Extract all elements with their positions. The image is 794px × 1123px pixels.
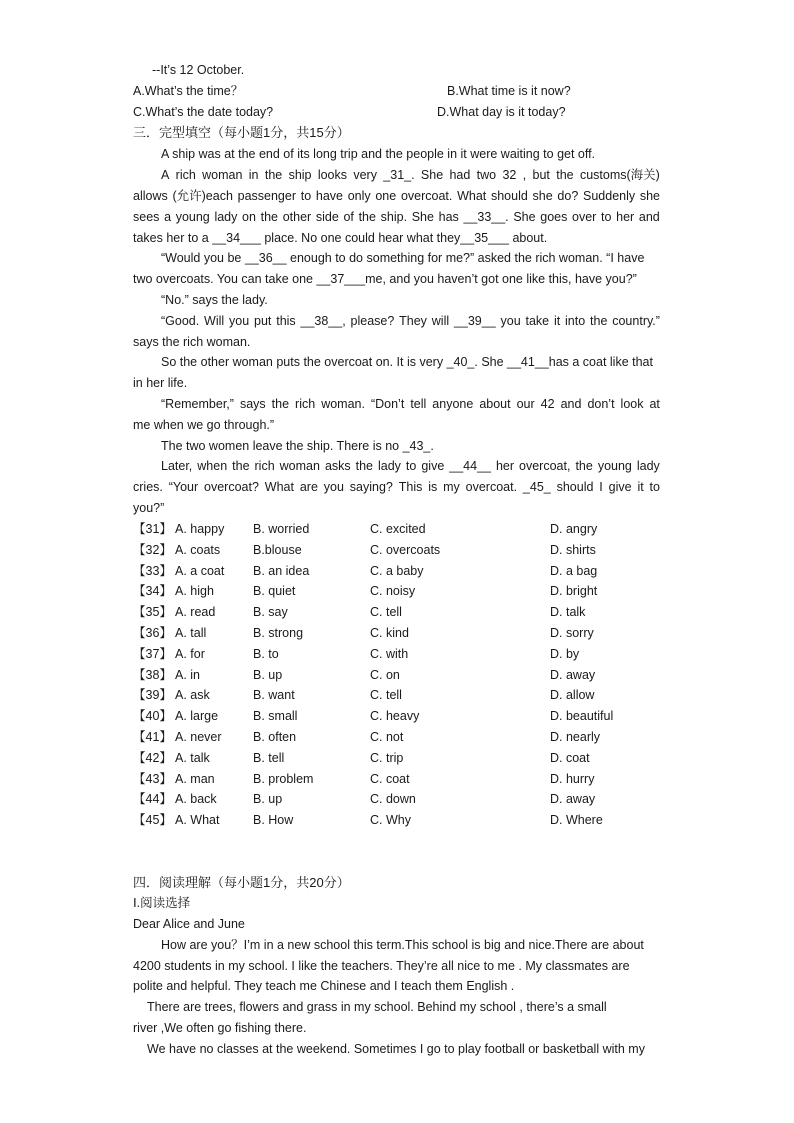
- option-a: A. tall: [175, 626, 207, 640]
- cloze-option-row: [133, 812, 653, 828]
- option-d: D. shirts: [550, 542, 596, 557]
- word: to: [405, 459, 417, 473]
- option-c: C. on: [370, 667, 400, 682]
- word: and: [638, 210, 660, 224]
- cloze-para-3-line-2: two overcoats. You can take one __37___me, and you haven’t got one like this, have you?”: [133, 272, 637, 286]
- cloze-option-row: [133, 687, 653, 703]
- word: take: [525, 314, 550, 328]
- option-d: D. nearly: [550, 730, 601, 744]
- option-d: D. sorry: [550, 626, 594, 640]
- option-a: A. man: [175, 771, 215, 786]
- word: rich: [254, 459, 275, 473]
- word: overcoat.: [400, 189, 453, 203]
- word: the: [590, 314, 608, 328]
- word: I: [599, 480, 603, 494]
- option-d: D. allow: [550, 688, 595, 703]
- word: do?: [557, 189, 579, 203]
- option-number: 【35】: [133, 605, 172, 620]
- cloze-para-6-line-1: So the other woman puts the overcoat on. It is very _40_. She __41__has a coat like that: [161, 355, 653, 369]
- word: asks: [324, 459, 351, 473]
- q30-option-c: C.What’s the date today?: [133, 105, 274, 119]
- word: the: [355, 459, 374, 473]
- word: side: [315, 210, 339, 224]
- word: and: [560, 397, 582, 411]
- word: put: [254, 314, 272, 328]
- word: _45_: [522, 480, 551, 494]
- word: ship.: [380, 210, 408, 224]
- word: it: [553, 314, 561, 328]
- option-number: 【41】: [133, 730, 172, 744]
- word: please?: [350, 314, 395, 328]
- word: customs(海关): [579, 168, 660, 182]
- word: __39__: [453, 314, 496, 328]
- q30-answer: --It’s 12 October.: [152, 63, 245, 77]
- letter-greeting: Dear Alice and June: [133, 917, 245, 931]
- word: it: [637, 480, 644, 494]
- word: the: [271, 397, 290, 411]
- word: had: [449, 168, 471, 182]
- word: passenger: [237, 189, 296, 203]
- cloze-option-row: [133, 750, 653, 766]
- cloze-option-row: [133, 646, 653, 662]
- word: should: [490, 189, 528, 203]
- letter-line-1: How are you？I’m in a new school this term.This school is big and nice.There are about: [161, 938, 644, 952]
- option-number: 【36】: [133, 626, 172, 640]
- option-a: A. a coat: [175, 563, 225, 578]
- word: the: [358, 210, 376, 224]
- word: 42: [540, 397, 555, 411]
- option-b: B. to: [253, 646, 279, 661]
- option-b: B. quiet: [253, 584, 296, 599]
- option-number: 【44】: [133, 792, 172, 807]
- option-b: B. want: [253, 688, 295, 703]
- option-d: D. bright: [550, 584, 598, 599]
- word: on: [242, 210, 256, 224]
- word: the: [260, 210, 279, 224]
- section3-heading: 三．完型填空（每小题1分，共15分）: [133, 125, 350, 140]
- word: overcoat?: [204, 480, 259, 494]
- word: the: [264, 168, 283, 182]
- word: This: [398, 480, 423, 494]
- word: __44__: [449, 459, 491, 473]
- option-number: 【43】: [133, 771, 172, 786]
- word: the: [556, 168, 574, 182]
- word: allows: [133, 189, 168, 203]
- option-b: B. small: [253, 709, 298, 724]
- word: woman.: [321, 397, 365, 411]
- q30-option-a: A.What’s the time？: [133, 84, 244, 98]
- word: young: [175, 210, 210, 224]
- option-b: B. problem: [253, 771, 314, 786]
- word: to: [649, 480, 660, 494]
- letter-line-2: 4200 students in my school. I like the teachers. They’re all nice to me . My classmates are: [133, 959, 630, 973]
- word: __33__.: [463, 210, 509, 224]
- word: only: [347, 189, 371, 203]
- cloze-para-9-line-1: [161, 458, 660, 474]
- word: two: [476, 168, 497, 182]
- word: tell: [410, 397, 427, 411]
- option-c: C. trip: [370, 750, 404, 765]
- word: anyone: [432, 397, 474, 411]
- cloze-para-2-line-1: [161, 167, 660, 183]
- word: very: [353, 168, 377, 182]
- word: you: [229, 314, 250, 328]
- cloze-para-9-line-2: [133, 479, 660, 495]
- option-d: D. a bag: [550, 563, 598, 578]
- cloze-para-1: A ship was at the end of its long trip and the people in it were waiting to get off.: [161, 147, 596, 161]
- option-number: 【33】: [133, 563, 172, 578]
- word: to: [601, 210, 612, 224]
- option-d: D. beautiful: [550, 709, 614, 724]
- word: looks: [317, 168, 348, 182]
- option-c: C. a baby: [370, 563, 424, 578]
- word: is: [428, 480, 438, 494]
- letter-line-3: polite and helpful. They teach me Chinese and I teach them English .: [133, 979, 515, 993]
- word: says: [239, 397, 266, 411]
- word: saying?: [349, 480, 393, 494]
- option-d: D. away: [550, 792, 596, 807]
- option-a: A. read: [175, 605, 216, 620]
- option-number: 【34】: [133, 584, 172, 599]
- cloze-option-row: [133, 729, 653, 745]
- word: in: [248, 168, 259, 182]
- word: give: [421, 459, 445, 473]
- option-b: B. up: [253, 792, 283, 807]
- word: What: [457, 189, 487, 203]
- word: at: [649, 397, 660, 411]
- word: are: [299, 480, 318, 494]
- option-number: 【37】: [133, 646, 172, 661]
- cloze-para-8: The two women leave the ship. There is no _43_.: [161, 439, 434, 453]
- option-a: A. talk: [175, 750, 210, 765]
- option-d: D. coat: [550, 750, 590, 765]
- word: woman: [202, 168, 243, 182]
- word: goes: [540, 210, 568, 224]
- letter-line-6: We have no classes at the weekend. Sometimes I go to play football or basketball with my: [147, 1042, 645, 1056]
- option-b: B. tell: [253, 750, 285, 765]
- option-a: A. large: [175, 709, 219, 724]
- word: the: [232, 459, 250, 473]
- option-number: 【32】: [133, 542, 172, 557]
- cloze-option-row: [133, 625, 653, 641]
- option-a: A. ask: [175, 688, 210, 703]
- word: “Good.: [161, 314, 200, 328]
- cloze-option-row: [133, 542, 653, 558]
- option-b: B. strong: [253, 626, 304, 640]
- option-a: A. never: [175, 730, 222, 744]
- word: her: [616, 210, 635, 224]
- word: this: [276, 314, 296, 328]
- word: ,: [522, 168, 527, 182]
- option-c: C. noisy: [370, 584, 416, 599]
- word: Suddenly: [583, 189, 636, 203]
- word: country.”: [612, 314, 660, 328]
- word: has: [438, 210, 459, 224]
- section4-subheading: Ⅰ.阅读选择: [133, 896, 191, 910]
- word: my: [443, 480, 460, 494]
- option-c: C. tell: [370, 605, 402, 620]
- word: about: [479, 397, 511, 411]
- word: the: [575, 459, 593, 473]
- option-b: B. up: [253, 667, 283, 682]
- word: Later,: [161, 459, 193, 473]
- option-d: D. by: [550, 646, 580, 661]
- word: rich: [295, 397, 316, 411]
- word: a: [164, 210, 172, 224]
- option-d: D. angry: [550, 522, 598, 536]
- word: woman: [279, 459, 320, 473]
- q30-option-b: B.What time is it now?: [447, 84, 571, 98]
- cloze-para-5-line-2: says the rich woman.: [133, 335, 251, 349]
- word: She: [420, 168, 444, 182]
- option-number: 【31】: [133, 522, 172, 536]
- cloze-para-2-line-4: takes her to a __34___ place. No one could hear what they__35___ about.: [133, 231, 548, 245]
- word: her: [495, 459, 515, 473]
- option-c: C. overcoats: [370, 542, 441, 557]
- option-c: C. tell: [370, 688, 402, 703]
- word: give: [608, 480, 632, 494]
- word: of: [343, 210, 354, 224]
- option-number: 【45】: [133, 813, 172, 828]
- word: overcoat.: [465, 480, 518, 494]
- word: she: [532, 189, 553, 203]
- option-number: 【40】: [133, 709, 172, 724]
- cloze-para-7-line-2: me when we go through.”: [133, 418, 275, 432]
- word: young: [597, 459, 632, 473]
- option-c: C. Why: [370, 813, 411, 828]
- word: They: [399, 314, 427, 328]
- word: you: [323, 480, 344, 494]
- option-b: B. worried: [253, 522, 310, 536]
- word: She: [411, 210, 434, 224]
- option-number: 【42】: [133, 750, 172, 765]
- option-b: B. often: [253, 730, 297, 744]
- word: look: [620, 397, 644, 411]
- word: she: [639, 189, 660, 203]
- q30-option-d: D.What day is it today?: [437, 105, 566, 119]
- word: when: [197, 459, 228, 473]
- option-b: B.blouse: [253, 542, 302, 557]
- word: 32: [502, 168, 517, 182]
- word: don’t: [587, 397, 615, 411]
- word: “Don’t: [370, 397, 405, 411]
- option-c: C. kind: [370, 626, 409, 640]
- option-c: C. with: [370, 646, 409, 661]
- cloze-option-row: [133, 771, 653, 787]
- word: our: [516, 397, 535, 411]
- cloze-para-3-line-1: “Would you be __36__ enough to do something for me?” asked the rich woman. “I have: [161, 251, 645, 265]
- option-d: D. hurry: [550, 771, 595, 786]
- option-b: B. say: [253, 605, 288, 620]
- option-a: A. coats: [175, 542, 221, 557]
- word: into: [565, 314, 586, 328]
- option-a: A. back: [175, 792, 217, 807]
- cloze-option-row: [133, 791, 653, 807]
- word: lady: [378, 459, 401, 473]
- word: “Your: [168, 480, 199, 494]
- word: rich: [175, 168, 196, 182]
- word: will: [431, 314, 450, 328]
- option-a: A. in: [175, 667, 201, 682]
- word: (允许)each: [172, 189, 233, 203]
- option-c: C. excited: [370, 522, 426, 536]
- option-number: 【39】: [133, 688, 172, 703]
- cloze-option-row: [133, 667, 653, 683]
- word: one: [375, 189, 397, 203]
- option-a: A. high: [175, 584, 214, 599]
- cloze-para-2-line-3: [133, 209, 660, 225]
- word: _31_.: [383, 168, 415, 182]
- option-d: D. away: [550, 667, 596, 682]
- word: __38__,: [300, 314, 346, 328]
- word: “Remember,”: [161, 397, 234, 411]
- word: She: [513, 210, 536, 224]
- cloze-option-row: [133, 604, 653, 620]
- cloze-para-4: “No.” says the lady.: [161, 293, 268, 307]
- cloze-para-9-line-3: you?”: [133, 501, 165, 515]
- cloze-option-row: [133, 521, 653, 537]
- option-a: A. What: [175, 813, 220, 828]
- cloze-para-6-line-2: in her life.: [133, 376, 188, 390]
- option-d: D. talk: [550, 605, 586, 620]
- word: lady: [214, 210, 238, 224]
- section4-heading: 四．阅读理解（每小题1分，共20分）: [133, 875, 350, 890]
- cloze-option-row: [133, 708, 653, 724]
- word: What: [264, 480, 294, 494]
- option-b: B. an idea: [253, 563, 310, 578]
- option-a: A. happy: [175, 522, 225, 536]
- word: Will: [204, 314, 225, 328]
- option-c: C. down: [370, 792, 416, 807]
- cloze-para-5-line-1: [161, 313, 660, 329]
- word: sees: [133, 210, 160, 224]
- letter-line-5: river ,We often go fishing there.: [133, 1021, 307, 1035]
- cloze-para-7-line-1: [161, 396, 660, 412]
- cloze-option-row: [133, 563, 653, 579]
- option-b: B. How: [253, 813, 294, 828]
- word: cries.: [133, 480, 163, 494]
- word: lady: [636, 459, 660, 473]
- option-c: C. coat: [370, 771, 410, 786]
- option-d: D. Where: [550, 813, 603, 828]
- cloze-option-row: [133, 583, 653, 599]
- option-a: A. for: [175, 646, 205, 661]
- word: should: [556, 480, 594, 494]
- word: overcoat,: [519, 459, 571, 473]
- word: A: [161, 168, 170, 182]
- word: you: [500, 314, 521, 328]
- option-number: 【38】: [133, 667, 172, 682]
- option-c: C. not: [370, 730, 404, 744]
- word: to: [300, 189, 312, 203]
- word: other: [282, 210, 312, 224]
- word: over: [572, 210, 597, 224]
- letter-line-4: There are trees, flowers and grass in my school. Behind my school , there’s a small: [147, 1000, 607, 1014]
- cloze-para-2-line-2: [133, 188, 660, 204]
- word: but: [532, 168, 550, 182]
- word: ship: [288, 168, 312, 182]
- option-c: C. heavy: [370, 709, 420, 724]
- word: have: [315, 189, 343, 203]
